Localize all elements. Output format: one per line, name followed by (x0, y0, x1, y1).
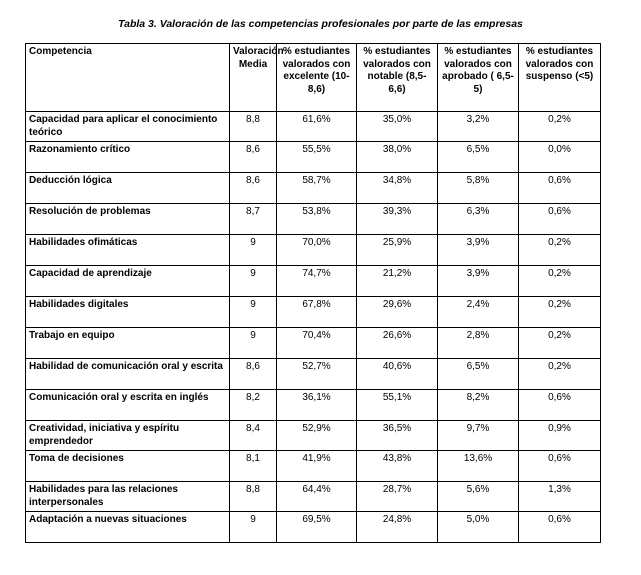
cell-aprobado: 3,9% (438, 235, 519, 266)
cell-excelente: 36,1% (277, 390, 357, 421)
cell-excelente: 70,0% (277, 235, 357, 266)
cell-aprobado: 2,8% (438, 328, 519, 359)
cell-valoracion: 8,6 (230, 173, 277, 204)
cell-excelente: 74,7% (277, 266, 357, 297)
cell-suspenso: 0,2% (519, 266, 601, 297)
cell-valoracion: 8,6 (230, 359, 277, 390)
cell-valoracion: 8,8 (230, 112, 277, 142)
cell-excelente: 52,9% (277, 421, 357, 451)
cell-suspenso: 0,2% (519, 359, 601, 390)
cell-aprobado: 13,6% (438, 451, 519, 482)
cell-valoracion: 9 (230, 328, 277, 359)
cell-competencia: Trabajo en equipo (26, 328, 230, 359)
table-row (26, 512, 601, 543)
cell-excelente: 67,8% (277, 297, 357, 328)
cell-valoracion: 9 (230, 297, 277, 328)
cell-competencia: Resolución de problemas (26, 204, 230, 235)
header-valoracion: Valoración Media (230, 44, 277, 112)
cell-valoracion: 8,6 (230, 142, 277, 173)
header-notable: % estudiantes valorados con notable (8,5-6,6) (357, 44, 438, 112)
table-row (26, 173, 601, 204)
cell-suspenso: 0,6% (519, 204, 601, 235)
cell-valoracion: 9 (230, 512, 277, 543)
table-row (26, 235, 601, 266)
cell-valoracion: 9 (230, 235, 277, 266)
cell-notable: 25,9% (357, 235, 438, 266)
competencias-table (25, 43, 601, 543)
cell-notable: 43,8% (357, 451, 438, 482)
cell-aprobado: 3,9% (438, 266, 519, 297)
cell-notable: 26,6% (357, 328, 438, 359)
cell-competencia: Creatividad, iniciativa y espíritu emprendedor (26, 421, 230, 451)
cell-excelente: 41,9% (277, 451, 357, 482)
cell-excelente: 61,6% (277, 112, 357, 142)
cell-competencia: Deducción lógica (26, 173, 230, 204)
table-header-row (26, 44, 601, 112)
cell-suspenso: 0,2% (519, 297, 601, 328)
table-row (26, 421, 601, 451)
cell-competencia: Capacidad para aplicar el conocimiento teórico (26, 112, 230, 142)
cell-valoracion: 8,4 (230, 421, 277, 451)
cell-aprobado: 8,2% (438, 390, 519, 421)
caption-label: Tabla 3. (118, 18, 157, 30)
cell-suspenso: 0,6% (519, 390, 601, 421)
cell-valoracion: 9 (230, 266, 277, 297)
cell-valoracion: 8,8 (230, 482, 277, 512)
cell-valoracion: 8,2 (230, 390, 277, 421)
cell-excelente: 70,4% (277, 328, 357, 359)
cell-suspenso: 0,6% (519, 451, 601, 482)
cell-excelente: 58,7% (277, 173, 357, 204)
table-row (26, 451, 601, 482)
table-row (26, 328, 601, 359)
cell-notable: 38,0% (357, 142, 438, 173)
header-aprobado: % estudiantes valorados con aprobado ( 6,5-5) (438, 44, 519, 112)
cell-notable: 29,6% (357, 297, 438, 328)
table-row (26, 266, 601, 297)
table-row (26, 390, 601, 421)
cell-notable: 35,0% (357, 112, 438, 142)
cell-suspenso: 0,6% (519, 512, 601, 543)
cell-aprobado: 5,0% (438, 512, 519, 543)
header-excelente: % estudiantes valorados con excelente (10-8,6) (277, 44, 357, 112)
cell-suspenso: 0,9% (519, 421, 601, 451)
cell-suspenso: 0,6% (519, 173, 601, 204)
table-row (26, 359, 601, 390)
cell-aprobado: 5,8% (438, 173, 519, 204)
cell-suspenso: 0,2% (519, 328, 601, 359)
cell-excelente: 55,5% (277, 142, 357, 173)
cell-suspenso: 1,3% (519, 482, 601, 512)
cell-excelente: 52,7% (277, 359, 357, 390)
table-row (26, 112, 601, 142)
cell-aprobado: 5,6% (438, 482, 519, 512)
cell-aprobado: 2,4% (438, 297, 519, 328)
table-row (26, 297, 601, 328)
cell-competencia: Comunicación oral y escrita en inglés (26, 390, 230, 421)
cell-notable: 34,8% (357, 173, 438, 204)
cell-competencia: Habilidad de comunicación oral y escrita (26, 359, 230, 390)
cell-excelente: 53,8% (277, 204, 357, 235)
cell-aprobado: 3,2% (438, 112, 519, 142)
cell-competencia: Habilidades digitales (26, 297, 230, 328)
cell-competencia: Habilidades para las relaciones interpersonales (26, 482, 230, 512)
cell-notable: 24,8% (357, 512, 438, 543)
cell-aprobado: 6,3% (438, 204, 519, 235)
table-row (26, 142, 601, 173)
table-caption (0, 18, 641, 30)
cell-aprobado: 6,5% (438, 359, 519, 390)
cell-notable: 36,5% (357, 421, 438, 451)
cell-competencia: Capacidad de aprendizaje (26, 266, 230, 297)
cell-competencia: Razonamiento crítico (26, 142, 230, 173)
cell-competencia: Toma de decisiones (26, 451, 230, 482)
cell-suspenso: 0,2% (519, 112, 601, 142)
caption-text: Valoración de las competencias profesionales por parte de las empresas (159, 18, 523, 30)
table-row (26, 482, 601, 512)
cell-competencia: Adaptación a nuevas situaciones (26, 512, 230, 543)
cell-aprobado: 6,5% (438, 142, 519, 173)
cell-notable: 39,3% (357, 204, 438, 235)
cell-excelente: 69,5% (277, 512, 357, 543)
cell-notable: 28,7% (357, 482, 438, 512)
cell-notable: 55,1% (357, 390, 438, 421)
cell-notable: 40,6% (357, 359, 438, 390)
cell-notable: 21,2% (357, 266, 438, 297)
cell-valoracion: 8,1 (230, 451, 277, 482)
cell-suspenso: 0,0% (519, 142, 601, 173)
cell-competencia: Habilidades ofimáticas (26, 235, 230, 266)
cell-valoracion: 8,7 (230, 204, 277, 235)
header-suspenso: % estudiantes valorados con suspenso (<5) (519, 44, 601, 112)
cell-suspenso: 0,2% (519, 235, 601, 266)
cell-excelente: 64,4% (277, 482, 357, 512)
table-row (26, 204, 601, 235)
header-competencia: Competencia (26, 44, 230, 112)
cell-aprobado: 9,7% (438, 421, 519, 451)
